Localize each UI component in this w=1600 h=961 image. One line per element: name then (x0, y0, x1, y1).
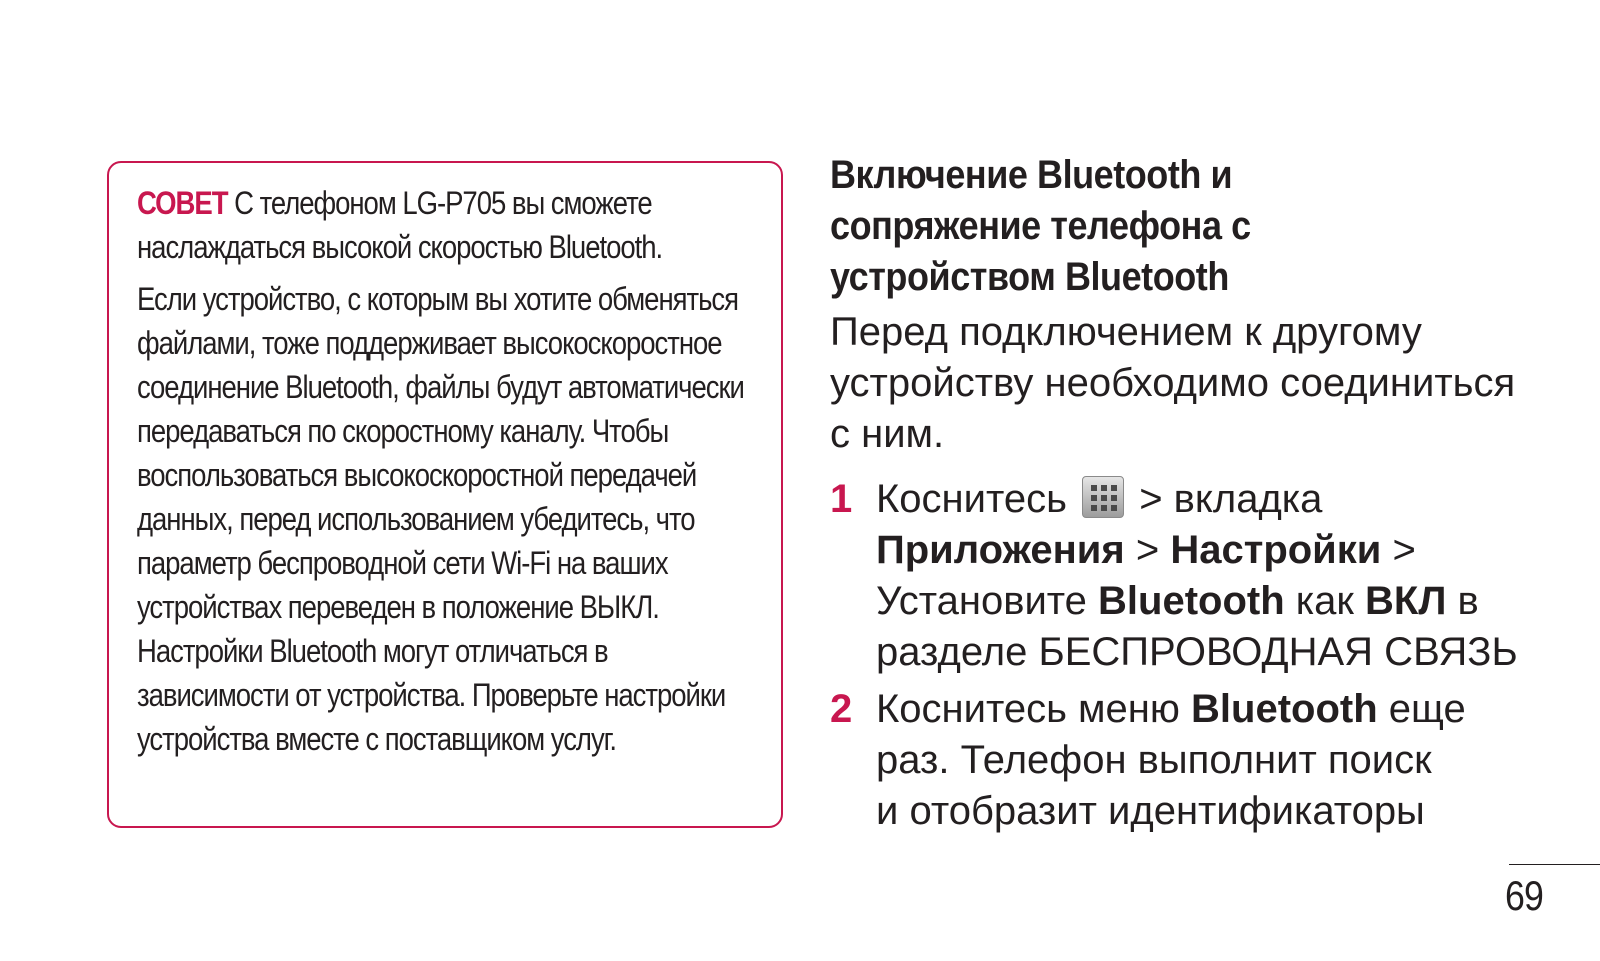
tip-box (107, 161, 783, 828)
tip-label: СОВЕТ (137, 185, 228, 221)
step-text: Коснитесь (876, 477, 1067, 521)
step-item (830, 474, 1530, 678)
main-content (830, 150, 1530, 843)
section-title-line: устройством Bluetooth (830, 255, 1229, 299)
section-intro (830, 307, 1530, 460)
step-bold-text: Настройки (1170, 528, 1382, 572)
page-number-rule (1509, 864, 1600, 865)
step-bold-text: Приложения (876, 528, 1125, 572)
step-text: > вкладка (1139, 477, 1323, 521)
apps-grid-icon (1082, 476, 1124, 518)
step-text: > (1135, 528, 1160, 572)
step-text: > Установите (876, 528, 1416, 623)
step-number: 2 (830, 687, 853, 731)
page-number: 69 (1505, 872, 1544, 919)
step-text: как (1295, 579, 1354, 623)
intro-line: с ним. (830, 412, 945, 456)
step-text: и отобразит идентификаторы (876, 789, 1425, 833)
section-title-line: Включение Bluetooth и (830, 153, 1233, 197)
step-number: 1 (830, 477, 853, 521)
tip-intro-paragraph (137, 181, 756, 269)
step-bold-text: ВКЛ (1365, 579, 1447, 623)
intro-line: устройству необходимо соединиться (830, 361, 1516, 405)
step-item (830, 684, 1530, 837)
tip-body: Если устройство, с которым вы хотите обменяться файлами, тоже поддерживает высокоскоростное соединение Bluetooth, файлы будут автоматически передаваться по скоростному каналу. Чтобы воспользоваться высокоскоростной передачей данных, перед использованием убедитесь, что параметр беспроводной сети Wi-Fi на ваших устройствах переведен в положение ВЫКЛ. Настройки Bluetooth могут отличаться в зависимости от устройства. Проверьте настройки устройства вместе с поставщиком услуг. (137, 281, 744, 757)
section-title-line: сопряжение телефона с (830, 204, 1251, 248)
step-text: Коснитесь меню (876, 687, 1180, 731)
section-title (830, 150, 1460, 303)
step-bold-text: Bluetooth (1098, 579, 1285, 623)
step-text: еще раз. Телефон выполнит поиск (876, 687, 1466, 782)
tip-text (137, 181, 756, 761)
tip-intro: С телефоном LG-P705 вы сможете наслаждаться высокой скоростью Bluetooth. (137, 185, 663, 265)
steps-list (830, 474, 1530, 837)
intro-line: Перед подключением к другому (830, 310, 1422, 354)
step-bold-text: Bluetooth (1191, 687, 1378, 731)
step-text: в разделе БЕСПРОВОДНАЯ СВЯЗЬ (876, 579, 1518, 674)
